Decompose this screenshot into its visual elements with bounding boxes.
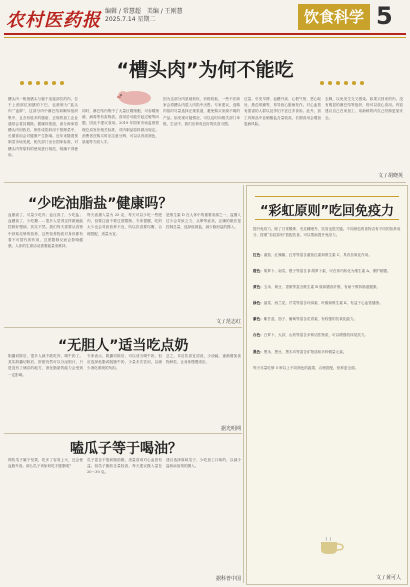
sugar-article-col1: 血脂高了，尽量少吃肉；血压高了，少吃盐；血糖高了，少吃糖……很多人觉得这样做就能控制好慢病，其实不然。我们每天需要从食物中获取足够的营养，这些营养物质对身体都有着不可替代的作用，过度限制反而会影响健康。人体的生命活动需要能量来维持。 bbox=[8, 213, 83, 249]
main-article-title: “槽头肉”为何不能吃 bbox=[116, 59, 294, 81]
header-rule-thin bbox=[4, 37, 406, 38]
gallbladder-article-byline: 据光明网 bbox=[220, 426, 241, 432]
melon-seed-article-col1: 网传瓜子属于坚果，吃多了容易上火，还会使血脂升高。那么瓜子该如何吃才健康呢？ bbox=[8, 458, 83, 469]
main-article-col2: 同时，淋巴结内集中了大量巨噬细胞，可吞噬细菌、病毒等有害物质。食用后可能引起过敏等问题，因此不建议食用。2019 年国家市场监督管理总局发布相关标准，对肉制品原料做出规定。消费者在购买时应注意分辨，可以从肉质颜色、质地等方面入手。 bbox=[82, 109, 159, 145]
melon-seed-article-byline: 据科普中国 bbox=[215, 576, 241, 582]
sugar-divider bbox=[4, 327, 242, 328]
main-article-col1: 槽头肉一般指猪头与躯干连接部位的肉，位于上颈部位到猪的下巴，也被称为“蓝头肉”“血脖”，这部分肉中淋巴结和腺体组织集中，且含有较多的脂肪，正规的加工企业通常会将其剔除。据媒体报道，部分商家将槽头肉回收后，制作成馅料用于预制菜中，长期食用会对健康产生影响。近年来随着预制菜市场发展，相关部门出台国家标准，对槽头肉等原料的使用进行规范，明确不得使用。 bbox=[8, 97, 78, 157]
main-article-col4: 过量，引发早搏、血糖升高、心慌气短、恶心呕吐、焦虑烦躁等，易导致心脏病发作。对心血管有损害的人群以及孕妇不宜过多食用。此外，加工肉制品中亚硝酸盐含量较高，长期食用会增加患病风险。 bbox=[244, 97, 321, 126]
immunity-item-list bbox=[253, 252, 403, 371]
immunity-box-title: “彩虹原则”吃回免疫力 bbox=[259, 204, 395, 219]
sugar-article-byline: 文 / 范志红 bbox=[216, 319, 241, 325]
melon-seed-article-title: 嗑瓜子等于喝油？ bbox=[70, 441, 182, 457]
immunity-item-green: 绿色：菠菜、西兰花、芹菜等富含叶绿素、叶酸和维生素 K，有益于心血管健康。 bbox=[253, 301, 383, 306]
immunity-item-white: 白色：白萝卜、大蒜、山药等富含多种活性物质，可以增强机体抵抗力。 bbox=[253, 333, 368, 338]
gallbladder-article-col2: 专家表示，胆囊切除后，可以适当喝牛奶，但应选择低脂或脱脂牛奶，少量多次饮用，以减少消化系统的负担。 bbox=[87, 354, 162, 371]
header-rule bbox=[4, 33, 406, 35]
immunity-item-purple: 紫色：紫甘蓝、茄子、葡萄等富含花青素，有较强的抗氧化能力。 bbox=[253, 317, 358, 322]
title-decoration-right bbox=[320, 70, 390, 76]
main-article-col5: 去腺，以免发生交叉感染。如果买回来的肉，没有明显的淋巴结等组织，则可以放心食用。肉馅建议自己在家加工，用新鲜的肉自己绞制更加安全。 bbox=[325, 97, 403, 120]
page-header bbox=[0, 0, 410, 44]
sugar-article-title: “少吃油脂盐”健康吗？ bbox=[28, 196, 173, 212]
main-divider bbox=[4, 182, 406, 183]
editor-line: 编辑 / 常慧超 美编 / 王刚慧 bbox=[105, 8, 183, 15]
page-number: 5 bbox=[376, 2, 393, 30]
sugar-article-col3: 是维生素 D 在人体中的重要来源之一，盐摄入过少会导致乏力、头晕等症状。正确的做法是控制总量，选择低钠盐，减少隐形盐的摄入。 bbox=[166, 213, 241, 230]
gallbladder-article-col3: 总之，术后饮食宜清淡，少油腻，逐渐增加食物种类，让身体慢慢适应。 bbox=[166, 354, 241, 365]
header-meta bbox=[105, 8, 183, 24]
column-divider bbox=[243, 185, 244, 583]
immunity-item-orange: 橙色：胡萝卜、南瓜、橙子等富含 β-胡萝卜素，可在体内转化为维生素 A，保护黏膜。 bbox=[253, 269, 391, 274]
melon-seed-article-col3: 建议选择原味瓜子，少吃加工口味的，以减少盐和添加剂的摄入。 bbox=[166, 458, 241, 469]
immunity-tip: 每天尽量吃够 5 种以上不同颜色的蔬果，合理搭配，营养更全面。 bbox=[253, 365, 359, 370]
immunity-byline: 文 / 黄可人 bbox=[376, 575, 401, 581]
main-title-area bbox=[10, 55, 400, 85]
immunity-item-yellow: 黄色：玉米、黄豆、香蕉等富含维生素 B 族和膳食纤维，有助于维持肠道健康。 bbox=[253, 285, 381, 290]
gallbladder-article-title: “无胆人”适当吃点奶 bbox=[58, 338, 189, 354]
immunity-item-red: 红色：番茄、红辣椒、红枣等富含番茄红素和维生素 C，具有抗氧化作用。 bbox=[253, 253, 372, 257]
main-article-byline: 文 / 胡晓英 bbox=[378, 173, 403, 179]
main-article-col3: 因为这部分肉质地松软，价格较低，一些不法商家会将槽头肉混入肉馅中出售。专家建议，选购肉馅时尽量选择正规渠道，避免购买来源不明的产品。如发现可疑情况，可以及时向相关部门举报。生活中，我们应养成良好的饮食习惯。 bbox=[163, 97, 240, 126]
gallbladder-article-col1: 胆囊切除后，很多人就不敢吃肉、喝牛奶了。其实胆囊切除后，肝脏仍然可以分泌胆汁，只是没有了储存的地方，消化脂肪的能力会受到一定影响。 bbox=[8, 354, 83, 377]
melon-seed-article-col2: 瓜子富含不饱和脂肪酸，适量食用对心血管有益。但瓜子脂肪含量较高，每天建议摄入量在 20～30 克。 bbox=[87, 458, 162, 475]
section-title: 饮食科学 bbox=[298, 4, 370, 30]
immunity-sidebar-box bbox=[246, 185, 408, 585]
immunity-intro: 提升免疫力，除了日常锻炼、充足睡眠外，饮食也很关键。不同颜色的食物含有不同的营养成分，按照“彩虹原则”搭配饮食，可以帮助提升免疫力。 bbox=[253, 227, 401, 238]
gallbladder-divider bbox=[4, 433, 242, 434]
date-line: 2025.7.14 星期二 bbox=[105, 16, 156, 23]
teacup-illustration-icon bbox=[317, 536, 345, 556]
sugar-article-col2: 每天油摄入量为 25 克，每天可以少吃一些肥肉，但要注意不要过度限制。专家提醒，吃的太少也会导致营养不良，所以饮食要均衡，合理搭配，适量为宜。 bbox=[87, 213, 162, 236]
newspaper-logo: 农村医药报 bbox=[6, 10, 101, 31]
immunity-item-black: 黑色：黑米、黑豆、黑木耳等富含矿物质和多种微量元素。 bbox=[253, 349, 347, 354]
